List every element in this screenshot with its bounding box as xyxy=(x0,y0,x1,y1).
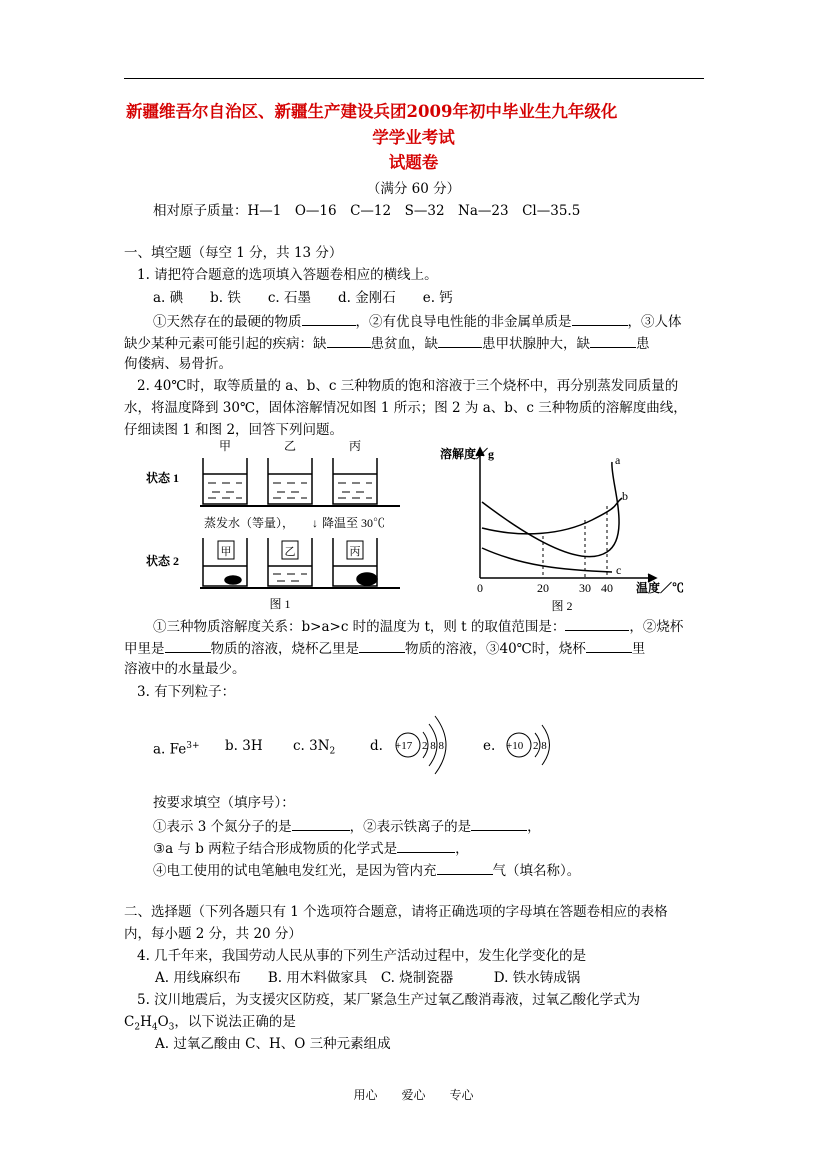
option-text: c. 3N xyxy=(293,738,330,754)
answer-blank[interactable] xyxy=(586,638,632,653)
q3-stem: 3. 有下列粒子： xyxy=(137,684,236,700)
page-footer: 用心 爱心 专心 xyxy=(353,1088,474,1102)
state2-label: 状态 2 xyxy=(146,554,180,568)
nucleus-charge: +10 xyxy=(506,740,524,752)
beaker-label-yi: 乙 xyxy=(283,439,297,453)
electron-shells: 2 8 8 xyxy=(422,740,444,752)
q2-line3: 仔细读图 1 和图 2，回答下列问题。 xyxy=(124,422,344,438)
section2-heading-cont: 内，每小题 2 分，共 20 分） xyxy=(124,926,302,942)
q2-answer-line2 xyxy=(124,638,645,658)
beaker-state1-yi xyxy=(268,458,312,504)
q1-text: 患贫血，缺 xyxy=(370,336,438,352)
x-tick: 30 xyxy=(579,581,591,595)
curve-label-c: c xyxy=(616,563,622,577)
q4-options: A. 用线麻织布 B. 用木料做家具 C. 烧制瓷器 D. 铁水铸成锅 xyxy=(155,970,581,986)
fig1-caption: 图 1 xyxy=(269,597,291,611)
process-arrow: ↓ xyxy=(312,516,318,530)
q3-option-a xyxy=(153,737,200,759)
q3-text: ，②表示铁离子的是 xyxy=(349,819,472,835)
curve-label-a: a xyxy=(615,453,621,467)
atom-structure-d xyxy=(385,700,475,790)
q1-text: ①天然存在的最硬的物质 xyxy=(153,314,302,330)
section2-heading: 二、选择题（下列各题只有 1 个选项符合题意，请将正确选项的字母填在答题卷相应的表格 xyxy=(124,904,668,920)
q1-text: ，③人体 xyxy=(627,314,682,330)
beaker-inner-label: 甲 xyxy=(220,546,232,558)
q5-text: ，以下说法正确的是 xyxy=(174,1014,296,1030)
subscript: 2 xyxy=(329,746,336,757)
formula-part: O xyxy=(157,1014,169,1030)
beaker-label-bing: 丙 xyxy=(348,439,362,453)
q3-text: ①表示 3 个氮分子的是 xyxy=(153,819,292,835)
q2-answer-line3: 溶液中的水量最少。 xyxy=(124,661,246,677)
fig2-caption: 图 2 xyxy=(551,599,573,613)
process-text-b: 降温至 30℃ xyxy=(322,516,386,530)
answer-blank[interactable] xyxy=(165,638,211,653)
charge-superscript: 3+ xyxy=(186,741,200,751)
answer-blank[interactable] xyxy=(565,616,629,631)
electron-shells: 2 8 xyxy=(533,740,547,752)
q3-text: ③a 与 b 两粒子结合形成物质的化学式是 xyxy=(153,841,398,857)
nucleus-charge: +17 xyxy=(395,740,413,752)
y-axis-label: 溶解度／g xyxy=(440,447,495,461)
q5-formula-line xyxy=(124,1013,296,1037)
x-tick: 0 xyxy=(477,581,483,595)
x-tick: 40 xyxy=(601,581,613,595)
page-title: 新疆维吾尔自治区、新疆生产建设兵团2009年初中毕业生九年级化 xyxy=(126,102,618,121)
q5-option-a: A. 过氧乙酸由 C、H、O 三种元素组成 xyxy=(155,1036,391,1052)
beaker-inner-label: 丙 xyxy=(349,546,361,558)
answer-blank[interactable] xyxy=(397,838,455,853)
atomic-mass: 相对原子质量：H—1 O—16 C—12 S—32 Na—23 Cl—35.5 xyxy=(153,203,581,219)
q3-option-d: d. xyxy=(370,738,383,754)
section1-heading: 一、填空题（每空 1 分，共 13 分） xyxy=(124,245,343,261)
x-tick: 20 xyxy=(537,581,549,595)
q3-instruction: 按要求填空（填序号）： xyxy=(153,795,295,811)
q3-option-c xyxy=(293,737,335,761)
q3-line1 xyxy=(153,816,541,836)
q3-option-b: b. 3H xyxy=(225,738,263,754)
q1-text: 患甲状腺肿大，缺 xyxy=(482,336,590,352)
subscript: 3 xyxy=(168,1022,175,1033)
answer-blank[interactable] xyxy=(292,816,350,831)
answer-blank[interactable] xyxy=(327,333,371,348)
answer-blank[interactable] xyxy=(359,638,405,653)
q2-answer-line1 xyxy=(153,616,683,636)
q1-text: 缺少某种元素可能引起的疾病：缺 xyxy=(124,336,327,352)
subscript: 2 xyxy=(134,1022,141,1033)
q3-text: 气（填名称）。 xyxy=(492,863,581,879)
state1-label: 状态 1 xyxy=(146,471,180,485)
answer-blank[interactable] xyxy=(302,311,356,326)
subscript: 4 xyxy=(151,1022,158,1033)
q1-line2 xyxy=(124,333,650,353)
q3-line2 xyxy=(153,838,469,858)
header-rule xyxy=(124,78,704,79)
formula-part: C xyxy=(124,1014,135,1030)
q3-text: ， xyxy=(455,841,469,857)
answer-blank[interactable] xyxy=(471,816,527,831)
q3-option-e: e. xyxy=(483,738,496,754)
figure-2-solubility-curves xyxy=(432,440,702,616)
page-subtitle: 试题卷 xyxy=(388,153,439,172)
q3-text: ， xyxy=(527,819,541,835)
beaker-label-jia: 甲 xyxy=(218,439,232,453)
q2-text: 物质的溶液，烧杯乙里是 xyxy=(210,641,359,657)
figure-1-beakers xyxy=(140,438,410,614)
curve-b xyxy=(482,498,622,534)
q2-text: ①三种物质溶解度关系：b>a>c 时的温度为 t，则 t 的取值范围是： xyxy=(153,619,566,635)
q2-text: 里 xyxy=(631,641,646,657)
q2-line2: 水，将温度降到 30℃，固体溶解情况如图 1 所示；图 2 为 a、b、c 三种物质的溶解度曲线， xyxy=(124,400,687,416)
q1-text: ，②有优良导电性能的非金属单质是 xyxy=(355,314,572,330)
beaker-inner-label: 乙 xyxy=(284,546,296,558)
formula-part: H xyxy=(140,1014,152,1030)
q1-options: a. 碘 b. 铁 c. 石墨 d. 金刚石 e. 钙 xyxy=(153,290,453,306)
atom-structure-e xyxy=(497,705,577,785)
q2-line1: 2. 40℃时，取等质量的 a、b、c 三种物质的饱和溶液于三个烧杯中，再分别蒸发同质量的 xyxy=(137,378,679,394)
curve-c xyxy=(482,548,612,572)
q1-line3: 佝偻病、易骨折。 xyxy=(124,356,232,372)
page-title-line2: 学学业考试 xyxy=(372,128,455,147)
q2-text: ，②烧杯 xyxy=(629,619,684,635)
curve-label-b: b xyxy=(622,489,628,503)
answer-blank[interactable] xyxy=(437,860,493,875)
q4-stem: 4. 几千年来，我国劳动人民从事的下列生产活动过程中，发生化学变化的是 xyxy=(137,948,587,964)
q2-text: 物质的溶液，③40℃时，烧杯 xyxy=(405,641,586,657)
curve-a xyxy=(482,462,619,557)
answer-blank[interactable] xyxy=(438,333,482,348)
answer-blank[interactable] xyxy=(590,333,636,348)
x-axis-label: 温度／℃ xyxy=(636,581,685,595)
q1-text: 患 xyxy=(636,336,650,352)
option-text: a. Fe xyxy=(153,741,187,758)
beaker-state1-jia xyxy=(203,458,247,504)
beaker-state1-bing xyxy=(333,458,377,504)
q5-stem: 5. 汶川地震后，为支援灾区防疫，某厂紧急生产过氧乙酸消毒液，过氧乙酸化学式为 xyxy=(137,992,641,1008)
q3-line3 xyxy=(153,860,580,880)
answer-blank[interactable] xyxy=(572,311,628,326)
q3-text: ④电工使用的试电笔触电发红光，是因为管内充 xyxy=(153,863,437,879)
q2-text: 甲里是 xyxy=(124,641,165,657)
process-text-a: 蒸发水（等量）， xyxy=(204,516,295,530)
q1-stem: 1. 请把符合题意的选项填入答题卷相应的横线上。 xyxy=(137,267,438,283)
full-score: （满分 60 分） xyxy=(366,181,461,197)
q1-line1 xyxy=(153,311,682,331)
